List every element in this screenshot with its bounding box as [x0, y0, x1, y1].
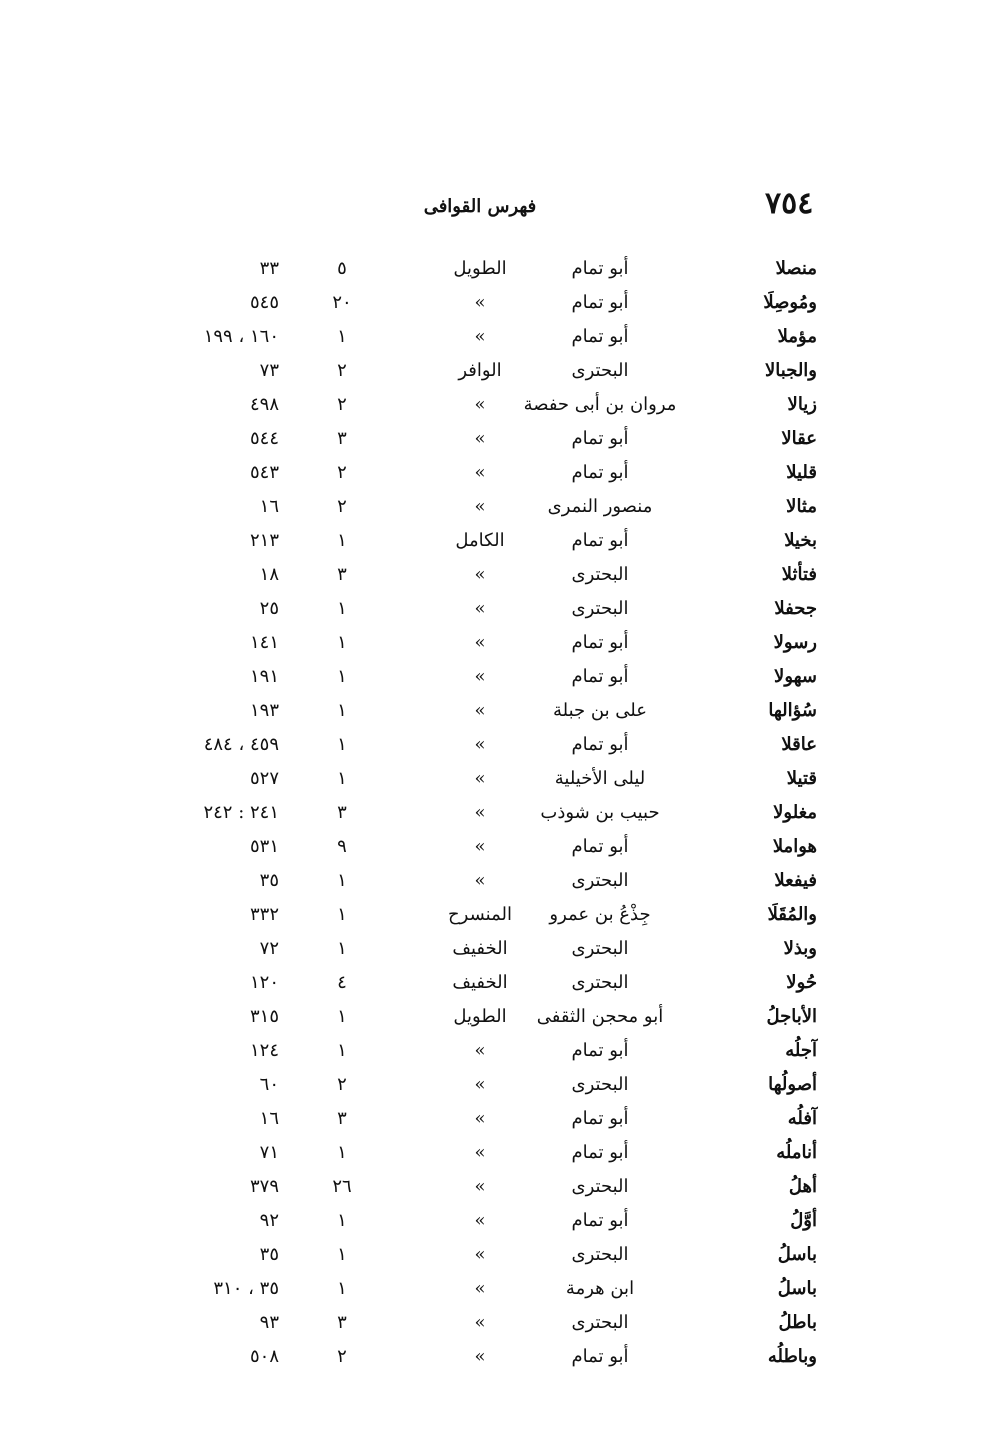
poet-name: أبو تمام	[571, 836, 629, 857]
poet-name: جِذْعُ بن عمرو	[549, 904, 651, 925]
poet-name: البحترى	[571, 360, 629, 381]
poet-name: مروان بن أبى حفصة	[523, 394, 677, 415]
poet-name: منصور النمرى	[547, 496, 653, 517]
table-row	[0, 558, 1005, 592]
poet-name: أبو تمام	[571, 530, 629, 551]
page-refs: ١٩٣	[249, 700, 279, 721]
table-row	[0, 966, 1005, 1000]
meter-name: »	[474, 1312, 486, 1333]
table-row	[0, 1068, 1005, 1102]
poet-name: أبو تمام	[571, 462, 629, 483]
verse-count: ٢	[337, 360, 347, 381]
rhyme-word: عقالا	[781, 428, 817, 449]
page-refs: ٣٥	[259, 1244, 279, 1265]
poet-name: أبو محجن الثقفى	[536, 1006, 664, 1027]
rhyme-word: قتيلا	[786, 768, 817, 789]
table-row	[0, 354, 1005, 388]
verse-count: ٢٦	[332, 1176, 352, 1197]
verse-count: ١	[337, 870, 347, 891]
table-row	[0, 762, 1005, 796]
page-refs: ٢٤١ : ٢٤٢	[203, 802, 279, 823]
page-refs: ٥٤٣	[249, 462, 279, 483]
verse-count: ١	[337, 734, 347, 755]
meter-name: »	[474, 836, 486, 857]
meter-name: »	[474, 700, 486, 721]
poet-name: أبو تمام	[571, 1210, 629, 1231]
poet-name: أبو تمام	[571, 258, 629, 279]
poet-name: ابن هرمة	[565, 1278, 635, 1299]
poet-name: أبو تمام	[571, 1040, 629, 1061]
table-row	[0, 388, 1005, 422]
poet-name: أبو تمام	[571, 734, 629, 755]
table-row	[0, 796, 1005, 830]
meter-name: »	[474, 1108, 486, 1129]
verse-count: ٢٠	[332, 292, 352, 313]
meter-name: الخفيف	[452, 972, 508, 993]
poet-name: أبو تمام	[571, 1346, 629, 1367]
rhyme-word: فيفعلا	[774, 870, 817, 891]
table-row	[0, 456, 1005, 490]
table-row	[0, 490, 1005, 524]
table-row	[0, 1204, 1005, 1238]
rhyme-word: الأباجلُ	[766, 1006, 817, 1027]
page-refs: ٢٥	[259, 598, 279, 619]
verse-count: ١	[337, 1244, 347, 1265]
table-row	[0, 864, 1005, 898]
verse-count: ١	[337, 1142, 347, 1163]
meter-name: »	[474, 428, 486, 449]
table-row	[0, 830, 1005, 864]
verse-count: ٥	[337, 258, 347, 279]
page-refs: ١٢٤	[249, 1040, 279, 1061]
verse-count: ١	[337, 666, 347, 687]
rhyme-word: قليلا	[786, 462, 817, 483]
meter-name: »	[474, 1176, 486, 1197]
meter-name: »	[474, 1074, 486, 1095]
meter-name: »	[474, 1142, 486, 1163]
rhyme-word: ومُوصِلَا	[763, 292, 817, 313]
rhyme-word: باسلُ	[777, 1278, 817, 1299]
meter-name: »	[474, 292, 486, 313]
poet-name: البحترى	[571, 1074, 629, 1095]
verse-count: ٢	[337, 394, 347, 415]
meter-name: »	[474, 394, 486, 415]
verse-count: ٢	[337, 496, 347, 517]
verse-count: ١	[337, 1040, 347, 1061]
table-row	[0, 1000, 1005, 1034]
rhyme-word: باسلُ	[777, 1244, 817, 1265]
table-row	[0, 422, 1005, 456]
table-row	[0, 320, 1005, 354]
page-refs: ٣٧٩	[249, 1176, 279, 1197]
meter-name: الطويل	[453, 258, 507, 279]
rhyme-word: سهولا	[774, 666, 817, 687]
meter-name: الخفيف	[452, 938, 508, 959]
poet-name: البحترى	[571, 938, 629, 959]
meter-name: الوافر	[458, 360, 502, 381]
page-refs: ١٤١	[249, 632, 279, 653]
meter-name: »	[474, 496, 486, 517]
table-row	[0, 252, 1005, 286]
meter-name: »	[474, 326, 486, 347]
page-refs: ٤٥٩ ، ٤٨٤	[203, 734, 279, 755]
verse-count: ٣	[337, 802, 347, 823]
rhyme-word: أصولُها	[768, 1074, 817, 1095]
verse-count: ٣	[337, 564, 347, 585]
table-row	[0, 1306, 1005, 1340]
meter-name: »	[474, 1040, 486, 1061]
rhyme-word: مثالا	[786, 496, 817, 517]
poet-name: أبو تمام	[571, 632, 629, 653]
poet-name: أبو تمام	[571, 666, 629, 687]
page-refs: ٢١٣	[249, 530, 279, 551]
meter-name: الكامل	[455, 530, 505, 551]
page-refs: ٣٣٢	[249, 904, 279, 925]
table-row	[0, 932, 1005, 966]
rhyme-word: أهلُ	[788, 1176, 817, 1197]
page-refs: ٧٣	[259, 360, 279, 381]
rhyme-word: وبذلا	[783, 938, 817, 959]
rhyme-word: أناملُه	[776, 1142, 817, 1163]
meter-name: »	[474, 632, 486, 653]
page-refs: ٥٣١	[249, 836, 279, 857]
meter-name: المنسرح	[448, 904, 512, 925]
verse-count: ٢	[337, 1346, 347, 1367]
page-refs: ١٢٠	[249, 972, 279, 993]
page-refs: ٩٢	[259, 1210, 279, 1231]
poet-name: البحترى	[571, 972, 629, 993]
page-refs: ٣٥ ، ٣١٠	[213, 1278, 279, 1299]
verse-count: ١	[337, 632, 347, 653]
page-refs: ٥٤٥	[249, 292, 279, 313]
poet-name: على بن جبلة	[552, 700, 648, 721]
verse-count: ٣	[337, 1108, 347, 1129]
rhyme-word: هواملا	[772, 836, 817, 857]
rhyme-word: آجلُه	[785, 1040, 817, 1061]
rhyme-word: بخيلا	[784, 530, 817, 551]
table-row	[0, 1272, 1005, 1306]
table-row	[0, 660, 1005, 694]
page-refs: ٥٠٨	[249, 1346, 279, 1367]
poet-name: أبو تمام	[571, 428, 629, 449]
poet-name: البحترى	[571, 564, 629, 585]
rhyme-word: زيالا	[787, 394, 817, 415]
page-title: فهرس القوافى	[423, 196, 537, 217]
verse-count: ١	[337, 1278, 347, 1299]
rhyme-word: سُؤالها	[768, 700, 817, 721]
page-refs: ٣٥	[259, 870, 279, 891]
page-refs: ٥٢٧	[249, 768, 279, 789]
verse-count: ٢	[337, 1074, 347, 1095]
table-row	[0, 1102, 1005, 1136]
page-refs: ١٩١	[249, 666, 279, 687]
rhyme-word: والجبالا	[765, 360, 817, 381]
page-refs: ٦٠	[259, 1074, 279, 1095]
verse-count: ١	[337, 530, 347, 551]
verse-count: ١	[337, 904, 347, 925]
page-refs: ٩٣	[259, 1312, 279, 1333]
verse-count: ٤	[337, 972, 347, 993]
verse-count: ٢	[337, 462, 347, 483]
table-row	[0, 1238, 1005, 1272]
verse-count: ١	[337, 768, 347, 789]
page-refs: ٤٩٨	[249, 394, 279, 415]
meter-name: »	[474, 666, 486, 687]
rhyme-word: رسولا	[773, 632, 817, 653]
rhyme-word: أوَّلُ	[790, 1210, 817, 1231]
meter-name: »	[474, 870, 486, 891]
poet-name: البحترى	[571, 598, 629, 619]
page-refs: ٣٣	[259, 258, 279, 279]
page-refs: ١٦٠ ، ١٩٩	[203, 326, 279, 347]
table-row	[0, 524, 1005, 558]
verse-count: ٣	[337, 428, 347, 449]
meter-name: »	[474, 1278, 486, 1299]
rhyme-word: جحفلا	[774, 598, 817, 619]
poet-name: البحترى	[571, 870, 629, 891]
poet-name: أبو تمام	[571, 292, 629, 313]
table-row	[0, 1034, 1005, 1068]
poet-name: أبو تمام	[571, 1142, 629, 1163]
verse-count: ١	[337, 1210, 347, 1231]
meter-name: »	[474, 768, 486, 789]
meter-name: »	[474, 1210, 486, 1231]
page-number: ٧٥٤	[765, 186, 814, 221]
table-row	[0, 286, 1005, 320]
rhyme-word: والمُقَلَا	[767, 904, 817, 925]
poet-name: البحترى	[571, 1244, 629, 1265]
page-refs: ١٦	[259, 1108, 279, 1129]
table-row	[0, 626, 1005, 660]
page-refs: ٣١٥	[249, 1006, 279, 1027]
verse-count: ١	[337, 598, 347, 619]
table-row	[0, 898, 1005, 932]
table-row	[0, 592, 1005, 626]
meter-name: الطويل	[453, 1006, 507, 1027]
verse-count: ١	[337, 700, 347, 721]
meter-name: »	[474, 734, 486, 755]
verse-count: ٣	[337, 1312, 347, 1333]
table-row	[0, 694, 1005, 728]
page-refs: ٥٤٤	[249, 428, 279, 449]
verse-count: ١	[337, 938, 347, 959]
rhyme-word: وباطلُه	[767, 1346, 817, 1367]
meter-name: »	[474, 802, 486, 823]
poet-name: أبو تمام	[571, 326, 629, 347]
page-refs: ١٨	[259, 564, 279, 585]
rhyme-index-table	[0, 252, 1005, 1374]
table-row	[0, 1136, 1005, 1170]
table-row	[0, 728, 1005, 762]
page-refs: ١٦	[259, 496, 279, 517]
rhyme-word: مؤملا	[777, 326, 817, 347]
verse-count: ١	[337, 1006, 347, 1027]
rhyme-word: عاقلا	[781, 734, 817, 755]
meter-name: »	[474, 564, 486, 585]
rhyme-word: مغلولا	[773, 802, 817, 823]
rhyme-word: فتأثلا	[781, 564, 817, 585]
rhyme-word: باطلُ	[778, 1312, 817, 1333]
poet-name: أبو تمام	[571, 1108, 629, 1129]
meter-name: »	[474, 1244, 486, 1265]
poet-name: حبيب بن شوذب	[540, 802, 660, 823]
rhyme-word: منصلا	[775, 258, 817, 279]
verse-count: ١	[337, 326, 347, 347]
rhyme-word: حُولا	[786, 972, 817, 993]
verse-count: ٩	[337, 836, 347, 857]
rhyme-word: آفلُه	[787, 1108, 817, 1129]
page-refs: ٧١	[259, 1142, 279, 1163]
meter-name: »	[474, 598, 486, 619]
poet-name: البحترى	[571, 1176, 629, 1197]
table-row	[0, 1340, 1005, 1374]
page-refs: ٧٢	[259, 938, 279, 959]
table-row	[0, 1170, 1005, 1204]
meter-name: »	[474, 462, 486, 483]
meter-name: »	[474, 1346, 486, 1367]
poet-name: البحترى	[571, 1312, 629, 1333]
poet-name: ليلى الأخيلية	[554, 768, 646, 789]
